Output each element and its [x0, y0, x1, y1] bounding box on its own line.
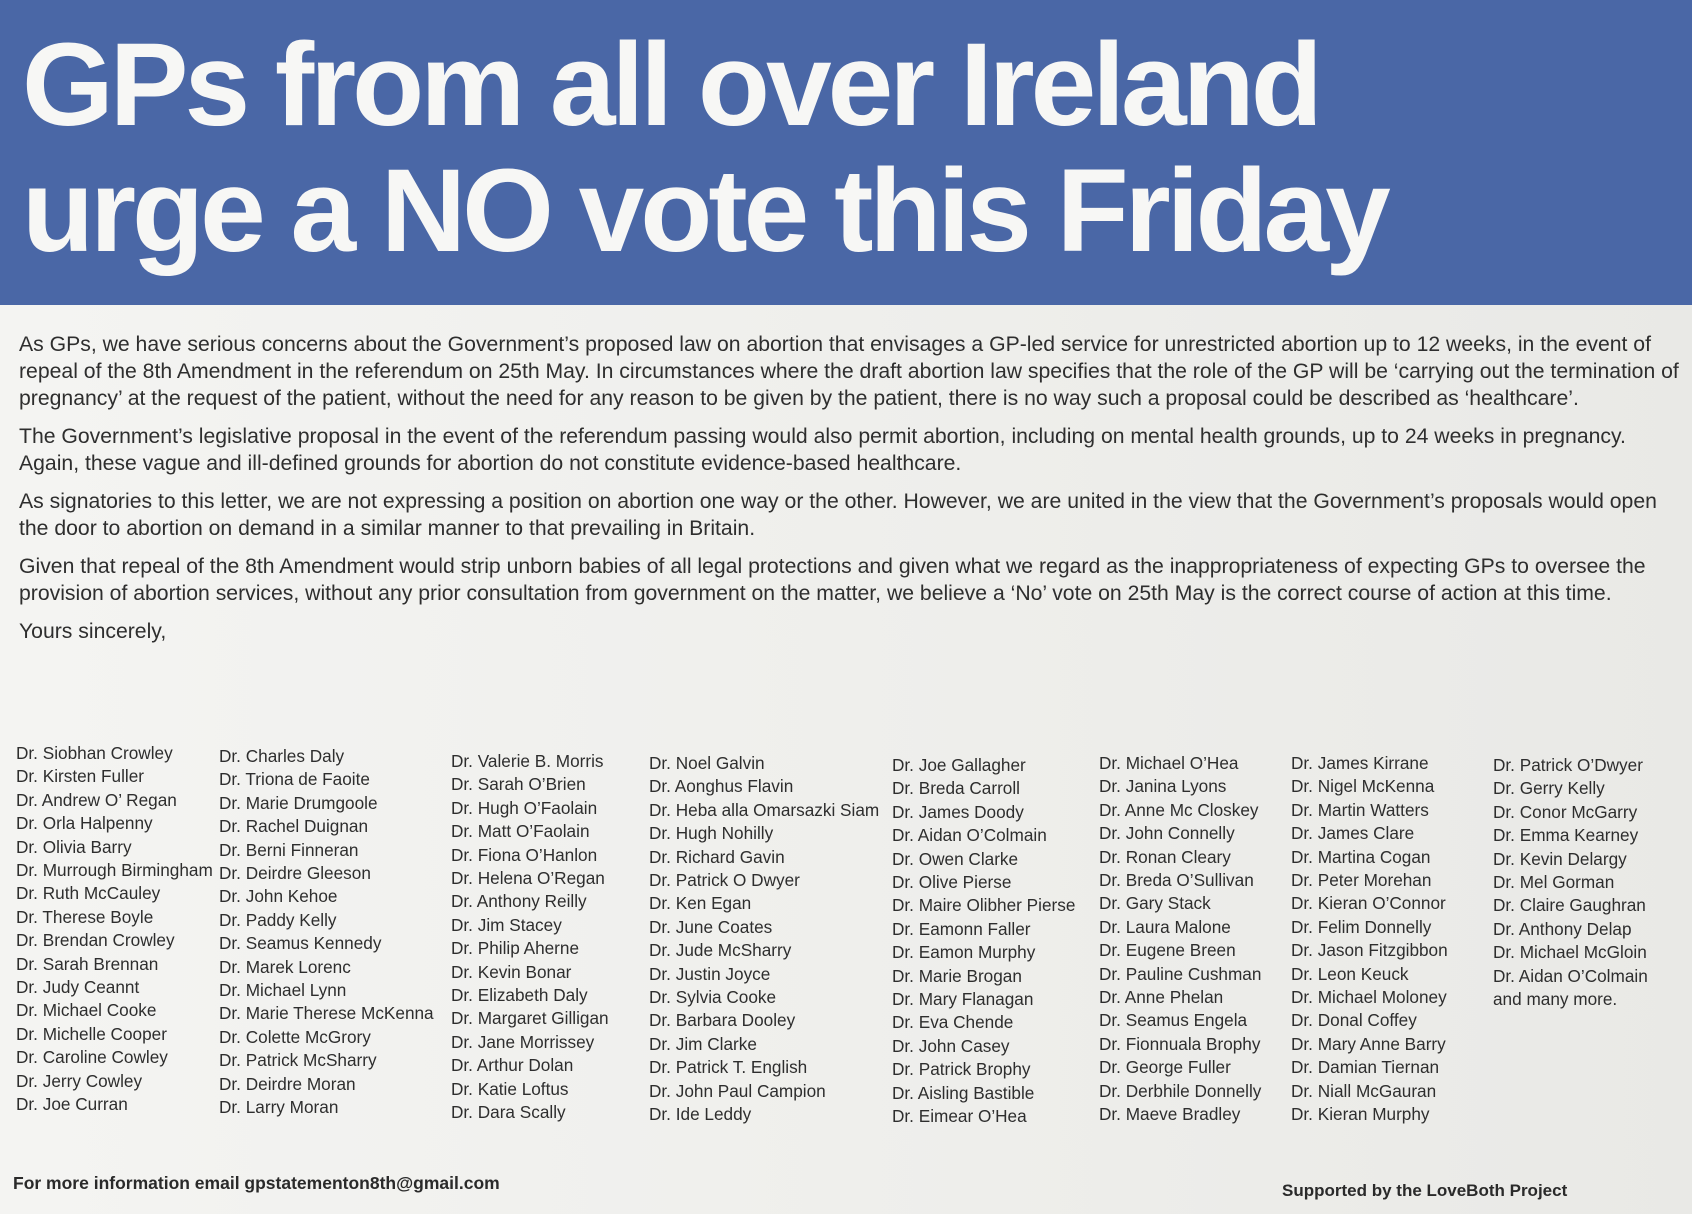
- signatory-name: Dr. Nigel McKenna: [1291, 776, 1435, 797]
- signatory-name: Dr. Seamus Kennedy: [219, 933, 382, 954]
- signatory-column: [892, 754, 1075, 1129]
- signatory-name: Dr. Heba alla Omarsazki Siam: [649, 799, 880, 820]
- signatory-name: Dr. Owen Clarke: [892, 848, 1019, 869]
- signatory-name: Dr. Ken Egan: [649, 893, 752, 914]
- signatory-column: [1493, 754, 1648, 1011]
- signatory-name: Dr. Deirdre Moran: [219, 1073, 356, 1094]
- signatory-name: Dr. Eimear O’Hea: [892, 1106, 1027, 1127]
- signatory-name: Dr. Seamus Engela: [1099, 1010, 1248, 1031]
- signatory-name: Dr. Kevin Bonar: [451, 961, 572, 982]
- signatory-name: Dr. Patrick McSharry: [219, 1050, 377, 1071]
- paragraph-3: As signatories to this letter, we are not expressing a position on abortion one way or the other. However, we are united in the view that the Government’s proposals would open the door to abortion on demand in a similar manner to that prevailing in Britain.: [19, 490, 1657, 540]
- signatory-name: Dr. Eamonn Faller: [892, 918, 1031, 939]
- headline-line-1: GPs from all over Ireland: [22, 19, 1319, 151]
- signatory-name: Dr. Jim Clarke: [649, 1033, 757, 1054]
- signatory-name: Dr. Sarah O’Brien: [451, 774, 586, 795]
- signatory-name: Dr. John Kehoe: [219, 886, 338, 907]
- signatory-name: and many more.: [1493, 989, 1618, 1010]
- signatory-name: Dr. Dara Scally: [451, 1102, 566, 1123]
- signatory-name: Dr. Marie Therese McKenna: [219, 1003, 434, 1024]
- signatory-name: Dr. Olivia Barry: [16, 836, 132, 857]
- signatory-name: Dr. Kevin Delargy: [1493, 848, 1627, 869]
- signatory-name: Dr. James Doody: [892, 801, 1024, 822]
- signatory-name: Dr. Olive Pierse: [892, 872, 1012, 893]
- signatory-name: Dr. Derbhile Donnelly: [1099, 1080, 1262, 1101]
- supporter-credit: Supported by the LoveBoth Project: [1282, 1181, 1568, 1200]
- signatory-name: Dr. Martina Cogan: [1291, 846, 1431, 867]
- signatory-name: Dr. Breda Carroll: [892, 778, 1020, 799]
- signatory-name: Dr. Michael Moloney: [1291, 987, 1447, 1008]
- signatory-name: Dr. Noel Galvin: [649, 753, 765, 773]
- headline-banner: [0, 0, 1692, 305]
- signatory-name: Dr. Triona de Faoite: [219, 769, 370, 790]
- signatory-name: Dr. Aidan O’Colmain: [892, 825, 1047, 846]
- signatory-name: Dr. Andrew O’ Regan: [16, 789, 177, 810]
- signatory-name: Dr. Fionnuala Brophy: [1099, 1033, 1261, 1054]
- signatory-name: Dr. James Kirrane: [1291, 753, 1429, 773]
- signatory-name: Dr. Anthony Delap: [1493, 918, 1632, 939]
- signatory-name: Dr. Michael Cooke: [16, 1000, 157, 1021]
- signatory-name: Dr. Kirsten Fuller: [16, 766, 144, 787]
- signatory-name: Dr. Sarah Brennan: [16, 953, 159, 974]
- signatory-name: Dr. Patrick O’Dwyer: [1493, 755, 1643, 775]
- signatory-column: [1099, 752, 1261, 1127]
- signatory-name: Dr. Fiona O’Hanlon: [451, 844, 598, 865]
- signatory-name: Dr. Marie Brogan: [892, 965, 1022, 986]
- signatory-name: Dr. Anne Phelan: [1099, 987, 1224, 1008]
- signatory-name: Dr. Ronan Cleary: [1099, 846, 1231, 867]
- signatory-column: [451, 750, 609, 1125]
- signatory-name: Dr. Philip Aherne: [451, 938, 580, 959]
- signatory-name: Dr. Orla Halpenny: [16, 813, 153, 834]
- signatory-name: Dr. Margaret Gilligan: [451, 1008, 609, 1029]
- signatory-name: Dr. Rachel Duignan: [219, 816, 369, 837]
- signatory-name: Dr. Kieran Murphy: [1291, 1104, 1430, 1125]
- signatory-name: Dr. Hugh O’Faolain: [451, 797, 598, 818]
- signatory-column: [16, 742, 213, 1117]
- signatory-name: Dr. Charles Daly: [219, 746, 345, 766]
- signatory-name: Dr. Marek Lorenc: [219, 956, 351, 977]
- signatory-name: Dr. Siobhan Crowley: [16, 743, 173, 763]
- signatory-name: Dr. Eva Chende: [892, 1012, 1014, 1033]
- signatory-name: Dr. Therese Boyle: [16, 906, 154, 927]
- signatory-name: Dr. Michael Lynn: [219, 980, 347, 1001]
- signatory-name: Dr. Matt O’Faolain: [451, 821, 590, 842]
- signatory-name: Dr. Colette McGrory: [219, 1026, 371, 1047]
- headline-line-2: urge a NO vote this Friday: [22, 145, 1387, 277]
- signatory-name: Dr. Anthony Reilly: [451, 891, 587, 912]
- signatory-name: Dr. Caroline Cowley: [16, 1047, 168, 1068]
- signatory-name: Dr. Barbara Dooley: [649, 1010, 796, 1031]
- signatory-name: Dr. Joe Curran: [16, 1094, 128, 1115]
- signatory-name: Dr. Mel Gorman: [1493, 872, 1615, 893]
- signatory-name: Dr. Eugene Breen: [1099, 940, 1236, 961]
- signatory-name: Dr. Gerry Kelly: [1493, 778, 1605, 799]
- signatory-name: Dr. Joe Gallagher: [892, 755, 1026, 775]
- signatory-name: Dr. Mary Anne Barry: [1291, 1033, 1446, 1054]
- signatory-name: Dr. Michael O’Hea: [1099, 753, 1239, 773]
- signatory-name: Dr. Breda O’Sullivan: [1099, 870, 1254, 891]
- signatory-name: Dr. Helena O’Regan: [451, 868, 605, 889]
- signatory-name: Dr. Valerie B. Morris: [451, 751, 604, 771]
- signatory-name: Dr. John Paul Campion: [649, 1080, 826, 1101]
- signatory-name: Dr. Donal Coffey: [1291, 1010, 1417, 1031]
- signatory-name: Dr. Jerry Cowley: [16, 1070, 143, 1091]
- signatory-name: Dr. Martin Watters: [1291, 799, 1429, 820]
- signatory-name: Dr. Elizabeth Daly: [451, 985, 588, 1006]
- signatory-name: Dr. Felim Donnelly: [1291, 916, 1432, 937]
- signatory-name: Dr. Deirdre Gleeson: [219, 863, 371, 884]
- signatory-name: Dr. Pauline Cushman: [1099, 963, 1262, 984]
- signatory-name: Dr. Judy Ceannt: [16, 977, 140, 998]
- signatory-name: Dr. Kieran O’Connor: [1291, 893, 1446, 914]
- signatory-name: Dr. Niall McGauran: [1291, 1080, 1437, 1101]
- signatory-name: Dr. John Connelly: [1099, 823, 1235, 844]
- paragraph-4: Given that repeal of the 8th Amendment would strip unborn babies of all legal protections and given what we regard as the inappropriateness of expecting GPs to oversee the provision of abortion services, without any prior consultation from government on the matter, we believe a ‘No’ vote on 25th May is the correct course of action at this time.: [19, 555, 1646, 605]
- signatory-column: [219, 745, 434, 1120]
- signatory-name: Dr. Aidan O’Colmain: [1493, 965, 1648, 986]
- signatory-name: Dr. Michael McGloin: [1493, 942, 1647, 963]
- signatory-name: Dr. Leon Keuck: [1291, 963, 1409, 984]
- signatory-name: Dr. Anne Mc Closkey: [1099, 799, 1259, 820]
- signatory-name: Dr. Paddy Kelly: [219, 909, 337, 930]
- signatory-column: [1291, 752, 1448, 1127]
- signatory-name: Dr. Larry Moran: [219, 1097, 339, 1118]
- signatory-name: Dr. Janina Lyons: [1099, 776, 1227, 797]
- signatory-name: Dr. Richard Gavin: [649, 846, 785, 867]
- signatory-name: Dr. Claire Gaughran: [1493, 895, 1646, 916]
- closing-line: Yours sincerely,: [19, 620, 167, 643]
- signatory-name: Dr. Justin Joyce: [649, 963, 771, 984]
- contact-email-line: For more information email gpstatementon8th@gmail.com: [13, 1173, 500, 1193]
- signatory-name: Dr. Patrick Brophy: [892, 1059, 1031, 1080]
- signatory-name: Dr. Arthur Dolan: [451, 1055, 574, 1076]
- signatory-name: Dr. Damian Tiernan: [1291, 1057, 1440, 1078]
- signatory-name: Dr. Katie Loftus: [451, 1078, 569, 1099]
- signatory-name: Dr. Maire Olibher Pierse: [892, 895, 1076, 916]
- signatory-name: Dr. Patrick O Dwyer: [649, 870, 800, 891]
- signatory-name: Dr. Jason Fitzgibbon: [1291, 940, 1448, 961]
- signatory-name: Dr. Hugh Nohilly: [649, 823, 774, 844]
- signatory-name: Dr. Eamon Murphy: [892, 942, 1036, 963]
- signatory-name: Dr. John Casey: [892, 1035, 1010, 1056]
- letter-body: [19, 331, 1679, 656]
- signatory-name: Dr. Jude McSharry: [649, 940, 792, 961]
- signatory-name: Dr. Michelle Cooper: [16, 1023, 167, 1044]
- signatory-name: Dr. Aonghus Flavin: [649, 776, 794, 797]
- signatory-name: Dr. June Coates: [649, 916, 773, 937]
- signatory-name: Dr. Patrick T. English: [649, 1057, 808, 1078]
- signatory-name: Dr. Aisling Bastible: [892, 1082, 1035, 1103]
- signatory-name: Dr. James Clare: [1291, 823, 1415, 844]
- signatory-name: Dr. Marie Drumgoole: [219, 792, 378, 813]
- signatory-name: Dr. Jim Stacey: [451, 914, 562, 935]
- signatory-name: Dr. Sylvia Cooke: [649, 987, 777, 1008]
- paragraph-2: The Government’s legislative proposal in the event of the referendum passing would also permit abortion, including on mental health grounds, up to 24 weeks in pregnancy. Again, these vague and ill-defined grounds for abortion do not constitute evidence-based healthcare.: [19, 425, 1626, 475]
- signatory-name: Dr. Berni Finneran: [219, 839, 359, 860]
- signatory-name: Dr. Emma Kearney: [1493, 825, 1639, 846]
- signatory-name: Dr. George Fuller: [1099, 1057, 1231, 1078]
- signatory-name: Dr. Maeve Bradley: [1099, 1104, 1241, 1125]
- signatory-name: Dr. Ide Leddy: [649, 1104, 752, 1125]
- signatory-columns: [0, 742, 1692, 1132]
- signatory-name: Dr. Peter Morehan: [1291, 870, 1432, 891]
- signatory-name: Dr. Conor McGarry: [1493, 801, 1638, 822]
- signatory-name: Dr. Ruth McCauley: [16, 883, 161, 904]
- signatory-name: Dr. Jane Morrissey: [451, 1031, 595, 1052]
- signatory-column: [649, 752, 879, 1127]
- signatory-name: Dr. Mary Flanagan: [892, 989, 1034, 1010]
- signatory-name: Dr. Murrough Birmingham: [16, 860, 213, 881]
- signatory-name: Dr. Gary Stack: [1099, 893, 1211, 914]
- headline: [22, 19, 1387, 277]
- signatory-name: Dr. Laura Malone: [1099, 916, 1231, 937]
- paragraph-1: As GPs, we have serious concerns about the Government’s proposed law on abortion that envisages a GP-led service for unrestricted abortion up to 12 weeks, in the event of repeal of the 8th Amendment in the referendum on 25th May. In circumstances where the draft abortion law specifies that the role of the GP will be ‘carrying out the termination of pregnancy’ at the request of the patient, without the need for any reason to be given by the patient, there is no way such a proposal could be described as ‘healthcare’.: [19, 333, 1679, 410]
- signatory-name: Dr. Brendan Crowley: [16, 930, 175, 951]
